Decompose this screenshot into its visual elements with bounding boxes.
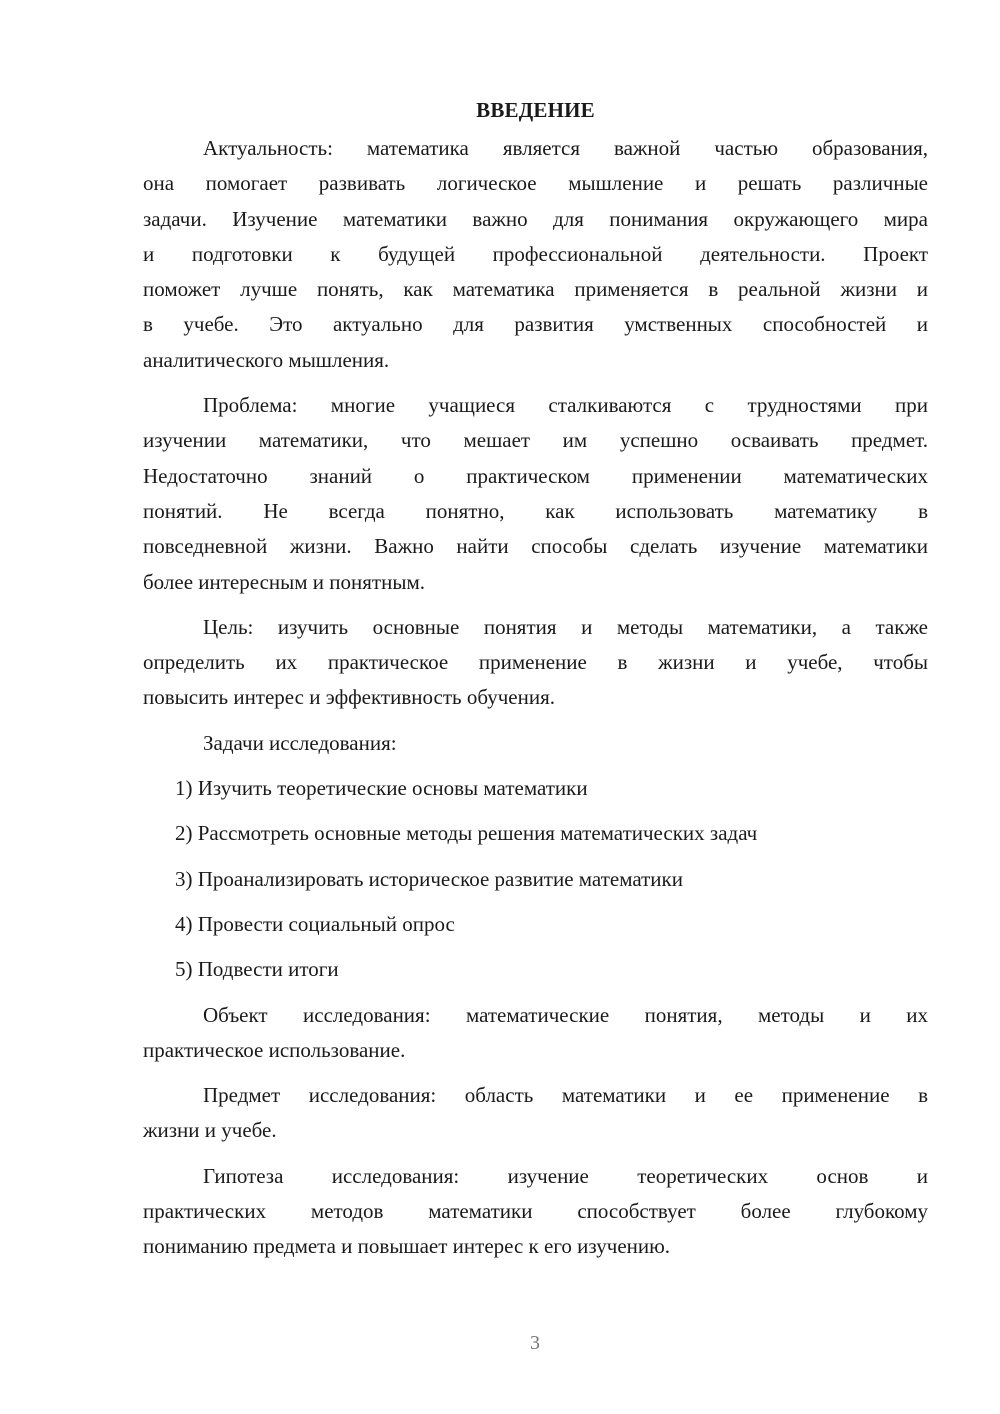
relevance-line: аналитического мышления.: [143, 347, 390, 372]
relevance-line: поможет лучше понять, как математика применяется в реальной жизни и: [143, 277, 928, 302]
goal-paragraph: [143, 610, 928, 716]
relevance-line: и подготовки к будущей профессиональной деятельности. Проект: [143, 241, 928, 266]
problem-line: более интересным и понятным.: [143, 569, 425, 594]
hypothesis-line: пониманию предмета и повышает интерес к его изучению.: [143, 1234, 671, 1259]
goal-line: определить их практическое применение в жизни и учебе, чтобы: [143, 650, 928, 675]
relevance-paragraph: [143, 131, 928, 378]
object-line: Объект исследования: математические понятия, методы и их: [203, 1002, 928, 1027]
hypothesis-line: Гипотеза исследования: изучение теоретических основ и: [203, 1163, 928, 1188]
relevance-line: Актуальность: математика является важной частью образования,: [203, 136, 928, 160]
object-line: практическое использование.: [143, 1037, 406, 1062]
problem-line: Проблема: многие учащиеся сталкиваются с трудностями при: [203, 393, 928, 418]
subject-paragraph: [143, 1078, 928, 1149]
problem-paragraph: [143, 388, 928, 600]
problem-line: Недостаточно знаний о практическом применении математических: [143, 463, 928, 488]
goal-line: повысить интерес и эффективность обучения.: [143, 685, 556, 710]
task-item: 5) Подвести итоги: [175, 957, 339, 982]
problem-line: изучении математики, что мешает им успешно осваивать предмет.: [143, 428, 928, 453]
hypothesis-paragraph: [143, 1159, 928, 1265]
tasks-heading: Задачи исследования:: [203, 730, 397, 755]
goal-line: Цель: изучить основные понятия и методы математики, а также: [203, 614, 928, 639]
subject-line: Предмет исследования: область математики и ее применение в: [203, 1083, 928, 1108]
task-item: 4) Провести социальный опрос: [175, 911, 455, 936]
object-paragraph: [143, 998, 928, 1069]
relevance-line: задачи. Изучение математики важно для понимания окружающего мира: [143, 206, 928, 231]
relevance-line: в учебе. Это актуально для развития умственных способностей и: [143, 312, 928, 337]
document-page: [143, 95, 928, 1275]
task-item: 3) Проанализировать историческое развитие математики: [175, 866, 683, 891]
hypothesis-line: практических методов математики способствует более глубокому: [143, 1199, 928, 1224]
problem-line: повседневной жизни. Важно найти способы сделать изучение математики: [143, 534, 928, 559]
page-number: 3: [530, 1332, 540, 1354]
task-item: 1) Изучить теоретические основы математики: [175, 776, 588, 801]
subject-line: жизни и учебе.: [143, 1118, 277, 1143]
page-title: ВВЕДЕНИЕ: [476, 98, 595, 122]
problem-line: понятий. Не всегда понятно, как использовать математику в: [143, 498, 928, 523]
task-item: 2) Рассмотреть основные методы решения математических задач: [175, 821, 758, 846]
relevance-line: она помогает развивать логическое мышление и решать различные: [143, 171, 928, 196]
